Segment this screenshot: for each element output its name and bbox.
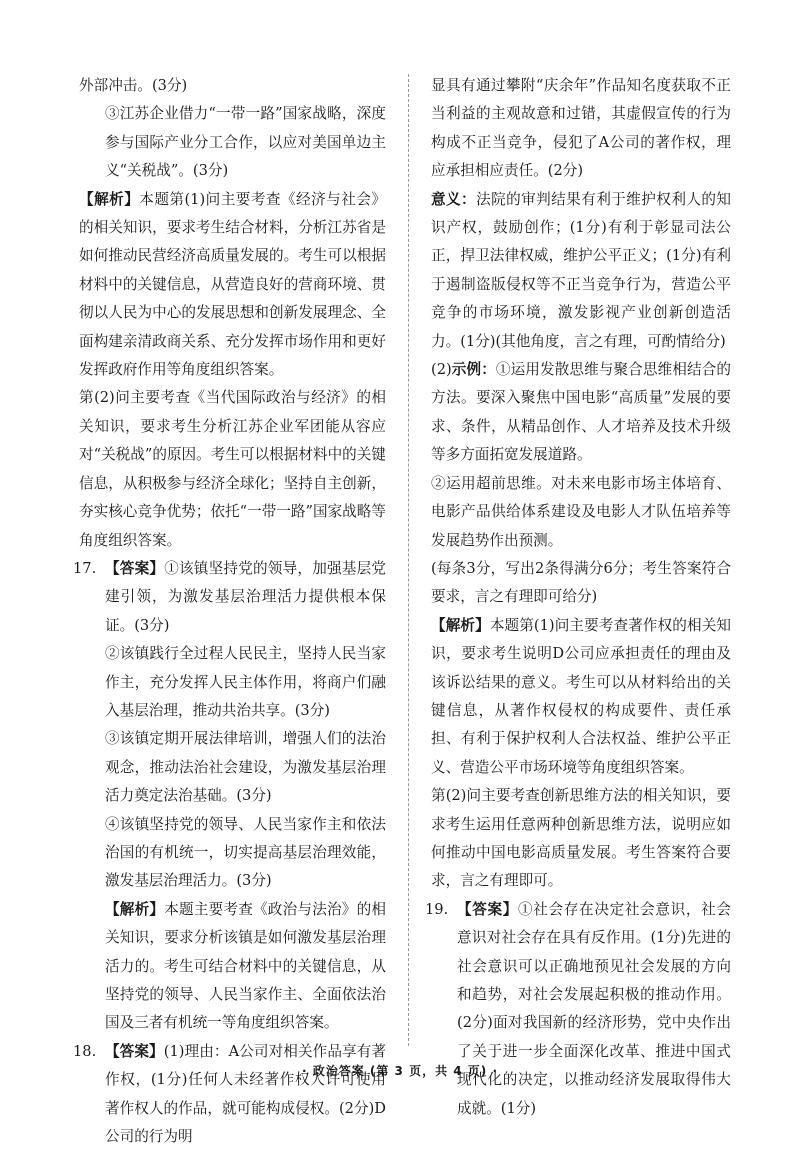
question-number: 17. [73, 559, 97, 577]
column-divider [408, 74, 409, 1046]
answer-tag: 【答案】 [105, 1042, 164, 1060]
analysis-tag: 【解析】 [79, 190, 140, 208]
sub-question-number: (2) [431, 361, 452, 379]
page-footer: · 政治答案 (第 3 页，共 4 页) · [301, 1064, 499, 1078]
answer-tag: 【答案】 [457, 900, 519, 918]
significance-tag: 意义： [431, 190, 477, 208]
left-column [73, 72, 386, 1151]
analysis-tag: 【解析】 [105, 900, 165, 918]
paragraph: 第(2)问主要考查创新思维方法的相关知识，要求考生运用任意两种创新思维方法，说明应如何推动中国电影高质量发展。考生答案符合要求，言之有理即可。 [431, 787, 731, 890]
paragraph: 第(2)问主要考查《当代国际政治与经济》的相关知识，要求考生分析江苏企业军团能从容应对“关税战”的原因。考生可以根据材料中的关键信息，从积极参与经济全球化；坚持自主创新，夯实核心竞争优势；依托“一带一路”国家战略等角度组织答案。 [79, 389, 386, 549]
example-paragraph [431, 356, 731, 470]
analysis-text: 本题第(1)问主要考查《经济与社会》的相关知识，要求考生结合材料，分析江苏省是如何推动民营经济高质量发展的。考生可以根据材料中的关键信息，从营造良好的营商环境、贯彻以人民为中心的发展思想和创新发展理念、全面构建亲清政商关系、充分发挥市场作用和更好发挥政府作用等角度组织答案。 [79, 190, 386, 379]
analysis-paragraph [105, 896, 386, 1038]
example-tag: 示例： [451, 361, 496, 379]
question-18 [73, 1038, 386, 1151]
answer-paragraph: ②该镇践行全过程人民民主，坚持人民当家作主，充分发挥人民主体作用，将商户们融入基层治理，推动共治共享。(3分) [105, 645, 386, 719]
right-column [425, 72, 731, 1123]
question-19 [425, 896, 731, 1123]
significance-paragraph [431, 186, 731, 356]
answer-text: (1)理由：A公司对相关作品享有著作权，(1分)任何人未经著作权人许可使用著作权人的作品，就可能构成侵权。(2分)D公司的行为明 [105, 1042, 386, 1146]
answer-paragraph [105, 555, 386, 640]
analysis-paragraph [431, 612, 731, 782]
answer-paragraph [457, 896, 731, 1123]
answer-paragraph: ③该镇定期开展法律培训，增强人们的法治观念，推动法治社会建设，为激发基层治理活力奠定法治基础。(3分) [105, 730, 386, 805]
paragraph: ③江苏企业借力“一带一路”国家战略，深度参与国际产业分工合作，以应对美国单边主义“关税战”。(3分) [105, 105, 386, 180]
example-text: ①运用发散思维与聚合思维相结合的方法。要深入聚焦中国电影“高质量”发展的要求、条件，从精品创作、人才培养及技术升级等多方面拓宽发展道路。 [431, 361, 731, 464]
significance-text: 法院的审判结果有利于维护权利人的知识产权，鼓励创作；(1分)有利于彰显司法公正，捍卫法律权威，维护公平正义；(1分)有利于遏制盗版侵权等不正当竞争行为，营造公平竞争的市场环境，激发影视产业创新创造活力。(1分)(其他角度，言之有理，可酌情给分) [431, 190, 731, 350]
answer-tag: 【答案】 [105, 559, 165, 577]
analysis-paragraph [79, 186, 386, 385]
scoring-note: (每条3分，写出2条得满分6分；考生答案符合要求，言之有理即可给分) [431, 559, 731, 606]
answer-paragraph: ④该镇坚持党的领导、人民当家作主和依法治国的有机统一，切实提高基层治理效能，激发基层治理活力。(3分) [105, 815, 386, 890]
question-number: 19. [425, 900, 449, 918]
paragraph: 外部冲击。(3分) [79, 77, 188, 94]
answer-text: ①社会存在决定社会意识，社会意识对社会存在具有反作用。(1分)先进的社会意识可以正确地预见社会发展的方向和趋势，对社会发展起积极的推动作用。(2分)面对我国新的经济形势，党中央作出了关于进一步全面深化改革、推进中国式现代化的决定，以推动经济发展取得伟大成就。(1分) [457, 900, 731, 1117]
analysis-text: 本题第(1)问主要考查著作权的相关知识，要求考生说明D公司应承担责任的理由及该诉讼结果的意义。考生可以从材料给出的关键信息，从著作权侵权的构成要件、责任承担、有利于保护权利人合法权益、维护公平正义、营造公平市场环境等角度组织答案。 [431, 616, 731, 776]
answer-text: ①该镇坚持党的领导，加强基层党建引领，为激发基层治理活力提供根本保证。(3分) [105, 559, 386, 634]
question-17 [73, 555, 386, 1038]
answer-paragraph [105, 1038, 386, 1151]
analysis-text: 本题主要考查《政治与法治》的相关知识，要求分析该镇是如何激发基层治理活力的。考生可结合材料中的关键信息，从坚持党的领导、人民当家作主、全面依法治国及三者有机统一等角度组织答案。 [105, 900, 386, 1032]
analysis-tag: 【解析】 [431, 616, 490, 634]
question-number: 18. [73, 1042, 97, 1060]
paragraph: ②运用超前思维。对未来电影市场主体培育、电影产品供给体系建设及电影人才队伍培养等发展趋势作出预测。 [431, 474, 731, 549]
paragraph: 显具有通过攀附“庆余年”作品知名度获取不正当利益的主观故意和过错，其虚假宣传的行为构成不正当竞争，侵犯了A公司的著作权，理应承担相应责任。(2分) [431, 77, 731, 180]
